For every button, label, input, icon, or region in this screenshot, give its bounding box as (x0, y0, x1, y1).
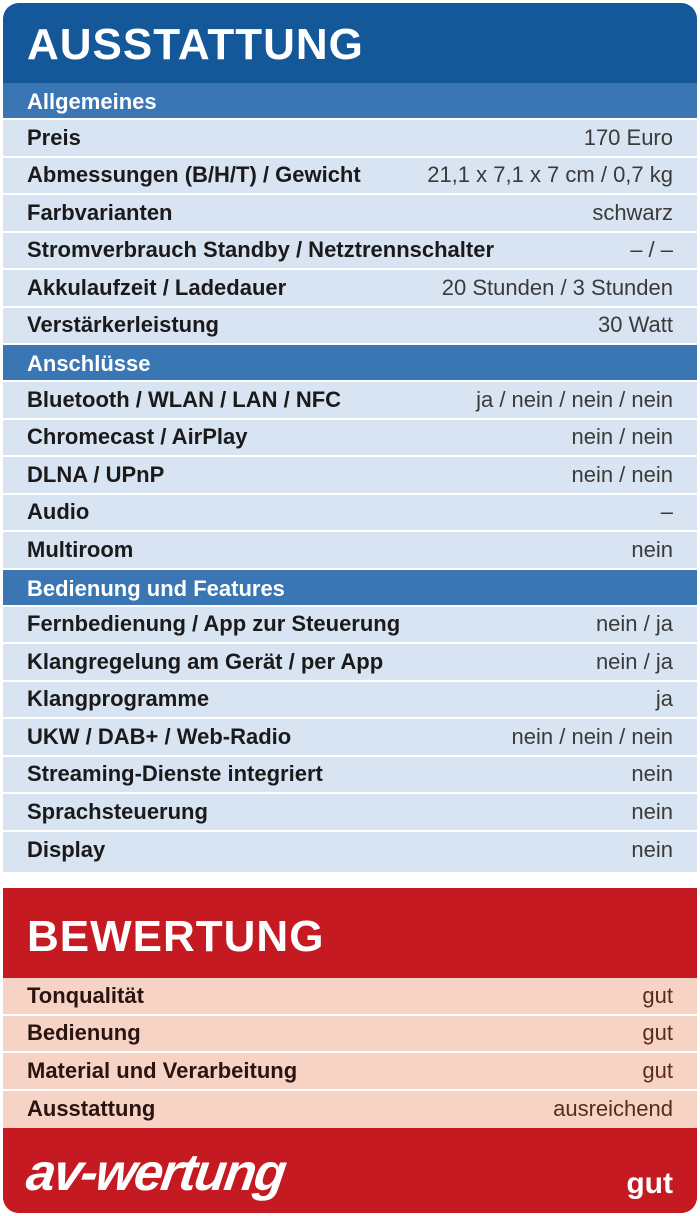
spec-label: Akkulaufzeit / Ladedauer (27, 274, 287, 300)
spec-value: nein / nein (571, 461, 673, 487)
bewertung-rows (3, 978, 697, 1128)
spec-row (3, 495, 697, 533)
spec-value: schwarz (592, 199, 673, 225)
spec-value: 21,1 x 7,1 x 7 cm / 0,7 kg (427, 162, 673, 188)
spec-label: Streaming-Dienste integriert (27, 761, 323, 787)
spec-value: ja (655, 686, 673, 712)
section-heading-bedienung-features: Bedienung und Features (3, 570, 697, 607)
rating-row (3, 1016, 697, 1054)
bewertung-title: BEWERTUNG (3, 888, 697, 978)
spec-row (3, 120, 697, 158)
rating-label: Material und Verarbeitung (27, 1057, 298, 1083)
spec-label: Preis (27, 124, 81, 150)
spec-label: Display (27, 837, 106, 863)
rating-value: gut (642, 1057, 673, 1083)
spec-label: Fernbedienung / App zur Steuerung (27, 611, 401, 637)
spec-row (3, 457, 697, 495)
spec-row (3, 757, 697, 795)
rating-row (3, 978, 697, 1016)
spec-label: Farbvarianten (27, 199, 173, 225)
rating-row (3, 1091, 697, 1129)
spec-label: Stromverbrauch Standby / Netztrennschalter (27, 237, 495, 263)
spec-value: nein / nein / nein (511, 723, 673, 749)
av-wertung-logo: av-wertung (22, 1144, 289, 1202)
spec-label: Chromecast / AirPlay (27, 424, 248, 450)
section-heading-allgemeines: Allgemeines (3, 83, 697, 120)
spec-label: Audio (27, 499, 90, 525)
ausstattung-rows (3, 83, 697, 869)
rating-value: gut (642, 1020, 673, 1046)
spec-value: nein (631, 837, 673, 863)
overall-rating-bar (3, 1133, 697, 1213)
spec-row (3, 308, 697, 346)
spec-label: Sprachsteuerung (27, 798, 208, 824)
spec-label: Bluetooth / WLAN / LAN / NFC (27, 386, 342, 412)
spec-row (3, 682, 697, 720)
spec-label: Multiroom (27, 536, 134, 562)
spec-row (3, 420, 697, 458)
rating-label: Bedienung (27, 1020, 141, 1046)
spec-row (3, 607, 697, 645)
spec-label: UKW / DAB+ / Web-Radio (27, 723, 292, 749)
spec-value: ja / nein / nein / nein (476, 386, 673, 412)
spec-row (3, 794, 697, 832)
spec-label: Verstärkerleistung (27, 312, 219, 338)
bewertung-panel (3, 888, 697, 1213)
spec-value: 170 Euro (583, 124, 673, 150)
spec-row (3, 158, 697, 196)
spec-value: nein (631, 761, 673, 787)
section-heading-anschluesse: Anschlüsse (3, 345, 697, 382)
spec-value: – / – (630, 237, 673, 263)
spec-value: nein (631, 798, 673, 824)
spec-row (3, 233, 697, 271)
spec-value: nein / ja (595, 611, 673, 637)
spec-label: Abmessungen (B/H/T) / Gewicht (27, 162, 361, 188)
overall-rating-value: gut (626, 1167, 673, 1200)
spec-label: DLNA / UPnP (27, 461, 165, 487)
spec-row (3, 270, 697, 308)
spec-row (3, 195, 697, 233)
ausstattung-title: AUSSTATTUNG (3, 3, 697, 83)
spec-row (3, 382, 697, 420)
rating-label: Tonqualität (27, 982, 144, 1008)
spec-value: nein / nein (571, 424, 673, 450)
spec-value: 30 Watt (598, 312, 673, 338)
spec-value: – (660, 499, 673, 525)
spec-label: Klangregelung am Gerät / per App (27, 648, 384, 674)
spec-value: nein / ja (595, 648, 673, 674)
spec-row (3, 532, 697, 570)
spec-row (3, 832, 697, 870)
spec-row (3, 719, 697, 757)
rating-row (3, 1053, 697, 1091)
spec-value: nein (631, 536, 673, 562)
ausstattung-panel (3, 3, 697, 872)
spec-row (3, 644, 697, 682)
rating-label: Ausstattung (27, 1096, 156, 1122)
rating-value: ausreichend (553, 1096, 673, 1122)
rating-value: gut (642, 982, 673, 1008)
spec-label: Klangprogramme (27, 686, 210, 712)
spec-value: 20 Stunden / 3 Stunden (441, 274, 673, 300)
